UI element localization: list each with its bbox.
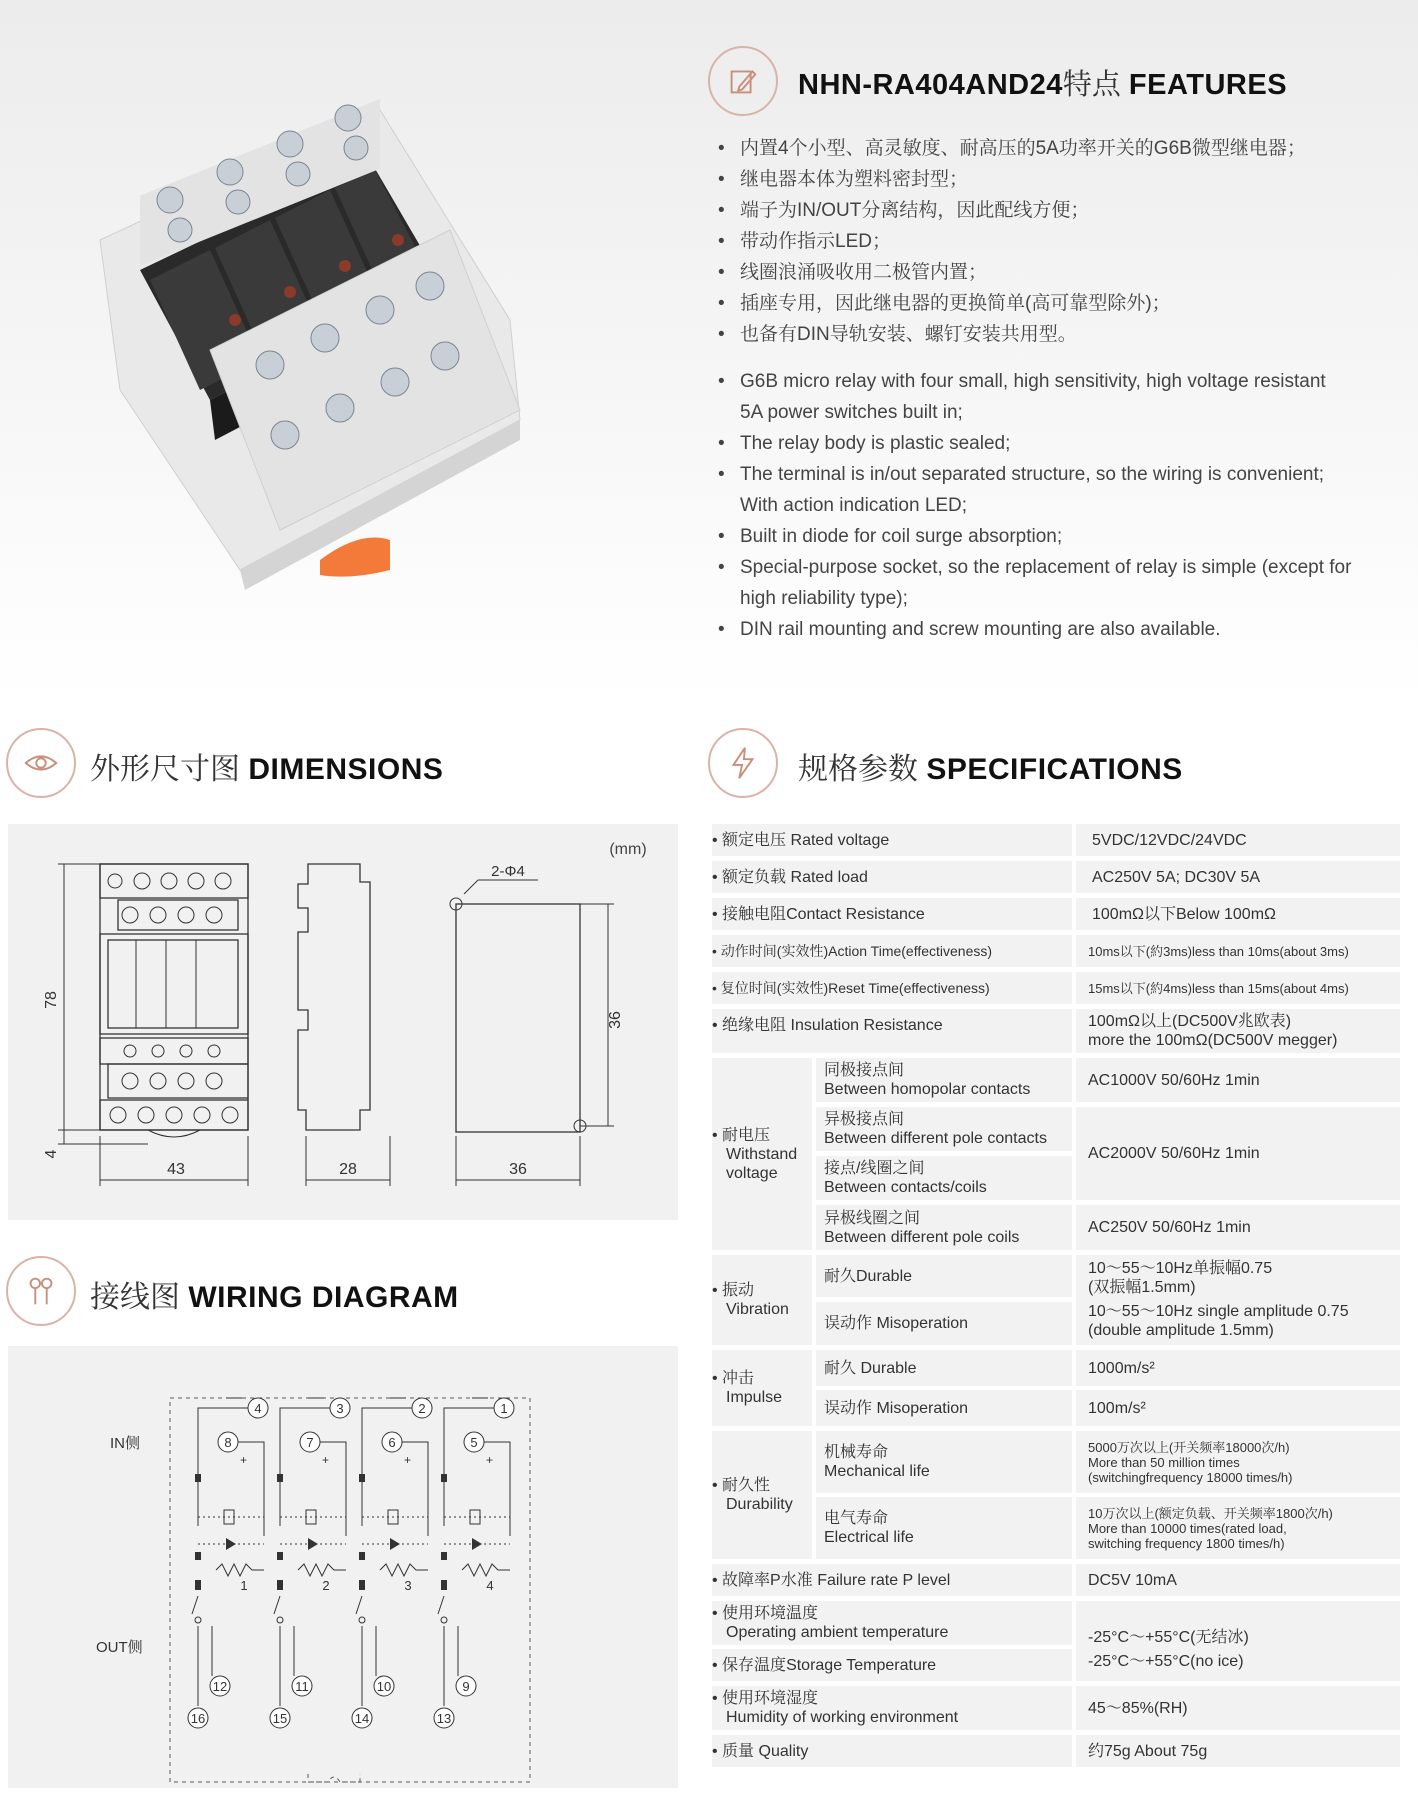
spec-value-coils: AC250V 50/60Hz 1min: [1088, 1219, 1251, 1236]
terminal-label: 15: [272, 1711, 288, 1726]
eye-icon: [6, 728, 76, 798]
terminal-label: 5: [470, 1435, 478, 1450]
list-item-continued: high reliability type);: [740, 588, 908, 609]
list-item: • 也备有DIN导轨安装、螺钉安装共用型。: [716, 319, 1406, 350]
width-label: 43: [167, 1161, 185, 1178]
spec-label-reset-time: • 复位时间(实效性)Reset Time(effectiveness): [712, 980, 990, 996]
spec-sub-vibration-misop: 误动作 Misoperation: [824, 1315, 969, 1332]
list-item: • Special-purpose socket, so the replacement of relay is simple (except for: [716, 552, 1406, 583]
spec-label-rated-voltage: • 额定电压 Rated voltage: [712, 831, 890, 849]
spec-sub-impulse-misop: 误动作 Misoperation: [824, 1399, 969, 1417]
plus-sign: +: [486, 1453, 494, 1467]
spec-value-operating-temp: -25°C～+55°C(无结冰): [1088, 1628, 1249, 1646]
list-item: • 插座专用，因此继电器的更换简单(高可靠型除外)；: [716, 288, 1406, 319]
spec-label-contact-resistance: • 接触电阻Contact Resistance: [712, 905, 925, 923]
spec-value-impulse-misop: 100m/s²: [1088, 1399, 1146, 1417]
relay-socket-image: [80, 90, 540, 600]
relay-number: 4: [486, 1578, 494, 1593]
spec-sub-different-pole: 异极接点间 Between different pole contacts: [824, 1111, 1047, 1147]
list-item: • The terminal is in/out separated structure, so the wiring is convenient;: [716, 459, 1406, 490]
spec-value-reset-time: 15ms以下(約4ms)less than 15ms(about 4ms): [1088, 980, 1349, 996]
terminal-label: 12: [212, 1679, 228, 1694]
list-item: • G6B micro relay with four small, high sensitivity, high voltage resistant: [716, 366, 1406, 397]
spec-label-operating-temp: • 使用环境温度 Operating ambient temperature: [712, 1605, 949, 1641]
relay-unit-1: [188, 1398, 268, 1728]
lightning-icon: [708, 728, 778, 798]
plus-sign: +: [240, 1453, 248, 1467]
spec-value-quality: 约75g About 75g: [1088, 1742, 1208, 1760]
wiring-diagram: [8, 1346, 678, 1788]
spec-value-rated-load: AC250V 5A; DC30V 5A: [1092, 868, 1261, 886]
list-item-continued: [716, 397, 1406, 428]
spec-sub-coils: 异极线圈之间 Between different pole coils: [824, 1209, 1020, 1246]
terminal-label: 3: [336, 1401, 344, 1416]
list-item-text: 5A power switches built in;: [740, 402, 963, 423]
list-item: • 带动作指示LED；: [716, 226, 1406, 257]
terminal-label: 13: [436, 1711, 452, 1726]
front-view-terminals: [100, 864, 248, 1130]
spec-label-rated-load: • 额定负载 Rated load: [712, 868, 868, 886]
list-item: • 线圈浪涌吸收用二极管内置；: [716, 257, 1406, 288]
spec-value-action-time: 10ms以下(約3ms)less than 10ms(about 3ms): [1088, 943, 1349, 959]
plus-sign: +: [404, 1453, 412, 1467]
spec-label-quality: • 质量 Quality: [712, 1742, 809, 1760]
spec-value-vibration-misop: 10～55～10Hz single amplitude 0.75 (double amplitude 1.5mm): [1088, 1303, 1349, 1339]
terminal-label: 14: [354, 1711, 370, 1726]
spec-value-homopolar: AC1000V 50/60Hz 1min: [1088, 1071, 1260, 1089]
spec-value-vibration-durable: 10～55～10Hz单振幅0.75 (双振幅1.5mm): [1088, 1260, 1273, 1296]
spec-label-impulse: • 冲击 Impulse: [712, 1370, 783, 1406]
dimensions-title: 外形尺寸图 DIMENSIONS: [90, 753, 444, 786]
relay-unit-4: [434, 1398, 514, 1728]
terminal-label: 2: [418, 1401, 426, 1416]
relay-number: 2: [322, 1578, 330, 1593]
bottom-label: 4: [43, 1149, 60, 1159]
spec-label-insulation: • 绝缘电阻 Insulation Resistance: [712, 1016, 943, 1034]
relay-number: 3: [404, 1578, 412, 1593]
out-side-label: OUT侧: [96, 1639, 143, 1656]
spec-label-vibration: • 振动 Vibration: [712, 1282, 789, 1318]
spec-value-electrical-life: 10万次以上(额定负载、开关频率1800次/h) More than 10000 times(rated load, switching frequency 1800 times/h): [1088, 1505, 1333, 1551]
features-en-list: [716, 366, 1406, 645]
terminal-label: 9: [462, 1679, 470, 1694]
spec-value-insulation: 100mΩ以上(DC500V兆欧表) more the 100mΩ(DC500V megger): [1088, 1013, 1338, 1049]
terminal-label: 16: [190, 1711, 206, 1726]
hole-label: 2-Φ4: [491, 863, 525, 880]
spec-value-humidity: 45～85%(RH): [1088, 1699, 1188, 1717]
list-item: • 继电器本体为塑料密封型；: [716, 164, 1406, 195]
unit-label: (mm): [609, 841, 647, 858]
height-label: 78: [43, 991, 60, 1009]
spec-value-impulse-durable: 1000m/s²: [1088, 1359, 1155, 1377]
spec-value-rated-voltage: 5VDC/12VDC/24VDC: [1092, 831, 1247, 849]
spec-sub-contacts-coils: 接点/线圈之间 Between contacts/coils: [824, 1160, 987, 1196]
spec-label-durability: • 耐久性 Durability: [712, 1477, 793, 1513]
side-view: [298, 864, 370, 1130]
list-item: • 端子为IN/OUT分离结构，因此配线方便；: [716, 195, 1406, 226]
terminal-label: 11: [295, 1679, 309, 1694]
terminal-label: 8: [224, 1435, 232, 1450]
side-width-label: 36: [509, 1161, 527, 1178]
terminal-label: 7: [306, 1435, 314, 1450]
specifications-title: 规格参数 SPECIFICATIONS: [798, 753, 1183, 786]
spec-value-different-pole: AC2000V 50/60Hz 1min: [1088, 1145, 1260, 1162]
spec-label-action-time: • 动作时间(实效性)Action Time(effectiveness): [712, 943, 993, 959]
pin-icon: [6, 1256, 76, 1326]
spec-sub-electrical-life: 电气寿命 Electrical life: [824, 1510, 914, 1546]
spec-sub-impulse-durable: 耐久 Durable: [824, 1359, 917, 1377]
wiring-title: 接线图 WIRING DIAGRAM: [90, 1281, 459, 1314]
edit-icon: [708, 46, 778, 116]
spec-sub-mechanical-life: 机械寿命 Mechanical life: [824, 1444, 930, 1480]
list-item: • The relay body is plastic sealed;: [716, 428, 1406, 459]
spec-sub-homopolar: 同极接点间 Between homopolar contacts: [824, 1062, 1031, 1098]
list-item: • Built in diode for coil surge absorption;: [716, 521, 1406, 552]
spec-sub-vibration-durable: 耐久Durable: [824, 1267, 913, 1285]
spec-value-storage-temp: -25°C～+55°C(no ice): [1088, 1652, 1244, 1670]
list-item: • 内置4个小型、高灵敏度、耐高压的5A功率开关的G6B微型继电器；: [716, 133, 1406, 164]
features-title: NHN-RA404AND24特点 FEATURES: [798, 69, 1288, 101]
terminal-label: 4: [254, 1401, 262, 1416]
terminal-label: 10: [376, 1679, 392, 1694]
mounting-view: [456, 904, 580, 1132]
features-cn-list: [716, 133, 1406, 350]
relay-unit-3: [352, 1398, 432, 1728]
spec-value-mechanical-life: 5000万次以上(开关频率18000次/h) More than 50 million times (switchingfrequency 18000 times/h): [1088, 1439, 1293, 1485]
in-side-label: IN侧: [110, 1435, 141, 1452]
terminal-label: 6: [388, 1435, 396, 1450]
plus-sign: +: [322, 1453, 330, 1467]
depth-label: 28: [339, 1161, 357, 1178]
terminal-label: 1: [500, 1401, 508, 1416]
relay-unit-2: [270, 1398, 350, 1728]
spec-label-withstand: • 耐电压 Withstand voltage: [712, 1126, 798, 1182]
side-height-label: 36: [607, 1011, 624, 1029]
list-item-continued: With action indication LED;: [740, 495, 968, 516]
list-item: • DIN rail mounting and screw mounting are also available.: [716, 614, 1406, 645]
spec-value-failure-rate: DC5V 10mA: [1088, 1571, 1177, 1589]
relay-number: 1: [240, 1578, 248, 1593]
spec-value-contact-resistance: 100mΩ以下Below 100mΩ: [1092, 905, 1276, 923]
spec-label-failure-rate: • 故障率P水准 Failure rate P level: [712, 1571, 951, 1589]
dimensions-drawing: [8, 824, 678, 1220]
spec-label-storage-temp: • 保存温度Storage Temperature: [712, 1656, 937, 1674]
spec-label-humidity: • 使用环境湿度 Humidity of working environment: [712, 1690, 959, 1726]
